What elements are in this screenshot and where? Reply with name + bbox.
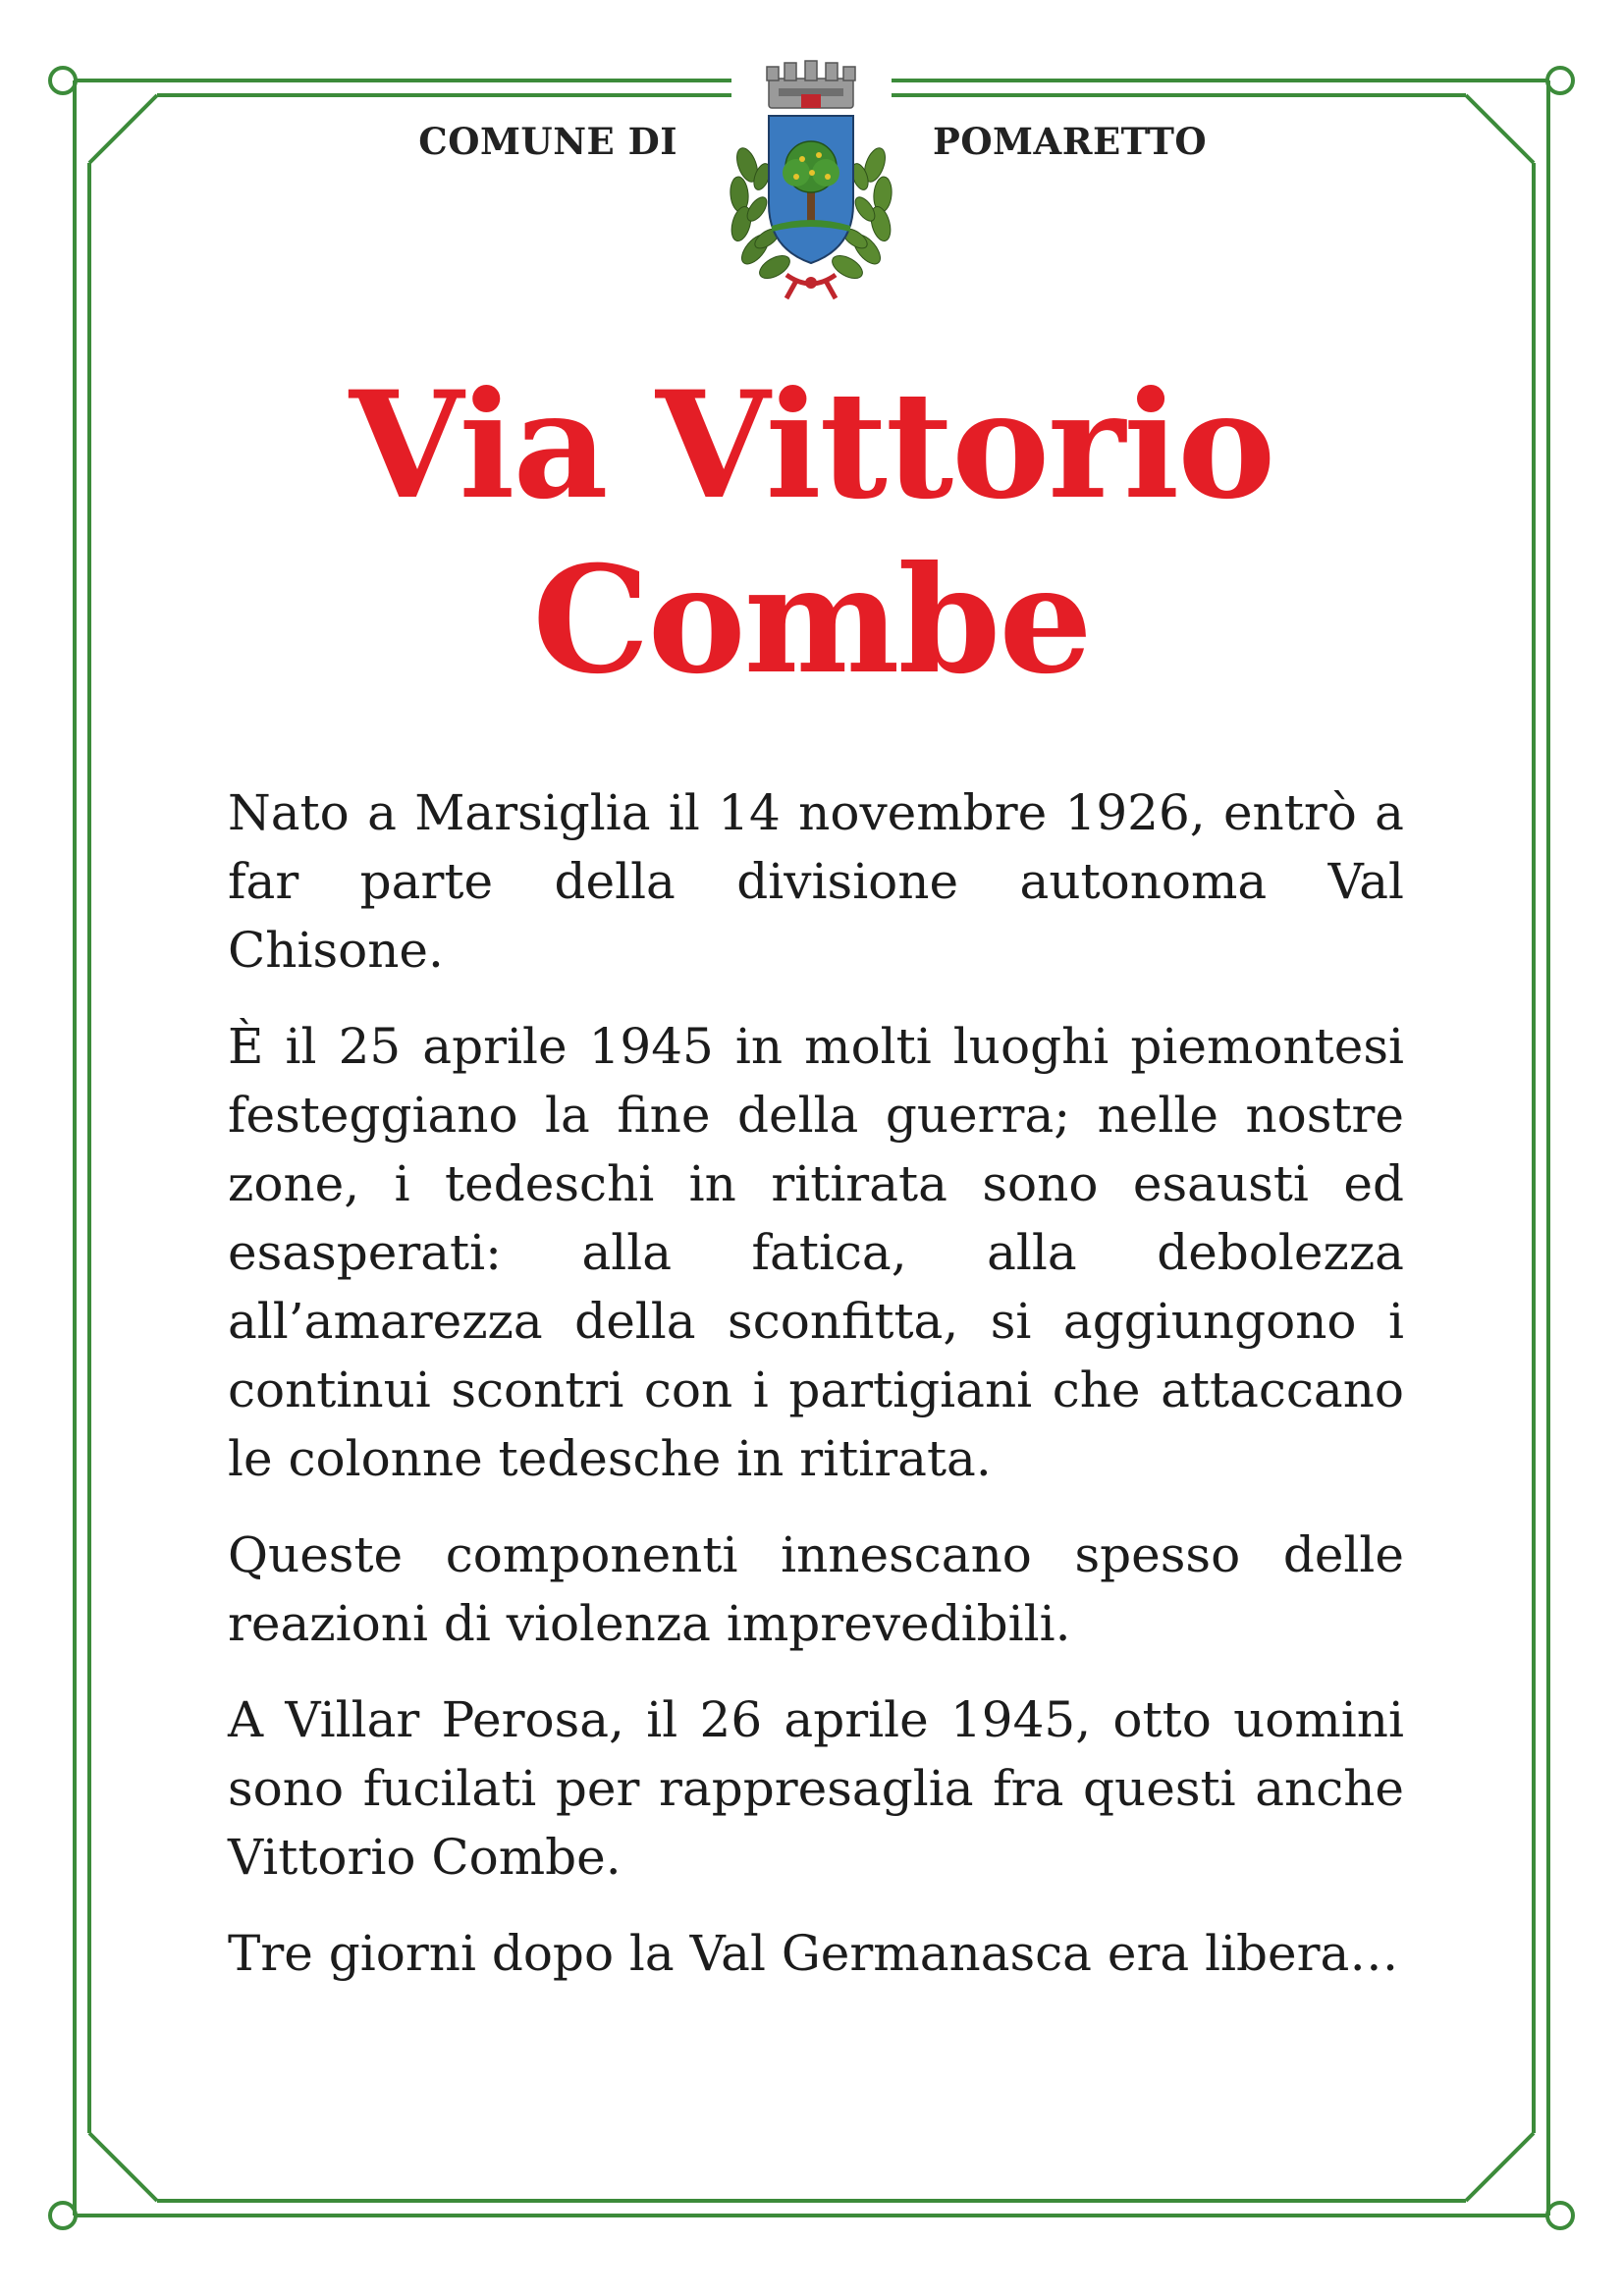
- paragraph-3: Queste componenti innescano spesso delle reazioni di violenza imprevedibili.: [228, 1526, 1404, 1652]
- paragraph-1: Nato a Marsiglia il 14 novembre 1926, entrò a far parte della divisione autonoma Val Chisone.: [228, 784, 1404, 979]
- header-comune-di: COMUNE DI: [418, 120, 677, 163]
- title-line-1: Via Vittorio: [349, 359, 1274, 532]
- header-pomaretto: POMARETTO: [933, 120, 1208, 163]
- paragraph-5: Tre giorni dopo la Val Germanasca era libera…: [228, 1925, 1399, 1982]
- title-line-2: Combe: [532, 534, 1091, 707]
- page-title: [147, 358, 1476, 708]
- body-text: [228, 778, 1404, 2015]
- crest-icon: [718, 57, 904, 302]
- paragraph-4: A Villar Perosa, il 26 aprile 1945, otto uomini sono fucilati per rappresaglia fra questi anche Vittorio Combe.: [228, 1691, 1404, 1886]
- paragraph-2: È il 25 aprile 1945 in molti luoghi piemontesi festeggiano la fine della guerra; nelle nostre zone, i tedeschi in ritirata sono esausti ed esasperati: alla fatica, alla debolezza all’amarezza della sconfitta, si aggiungono i continui scontri con i partigiani che attaccano le colonne tedesche in ritirata.: [228, 1018, 1404, 1487]
